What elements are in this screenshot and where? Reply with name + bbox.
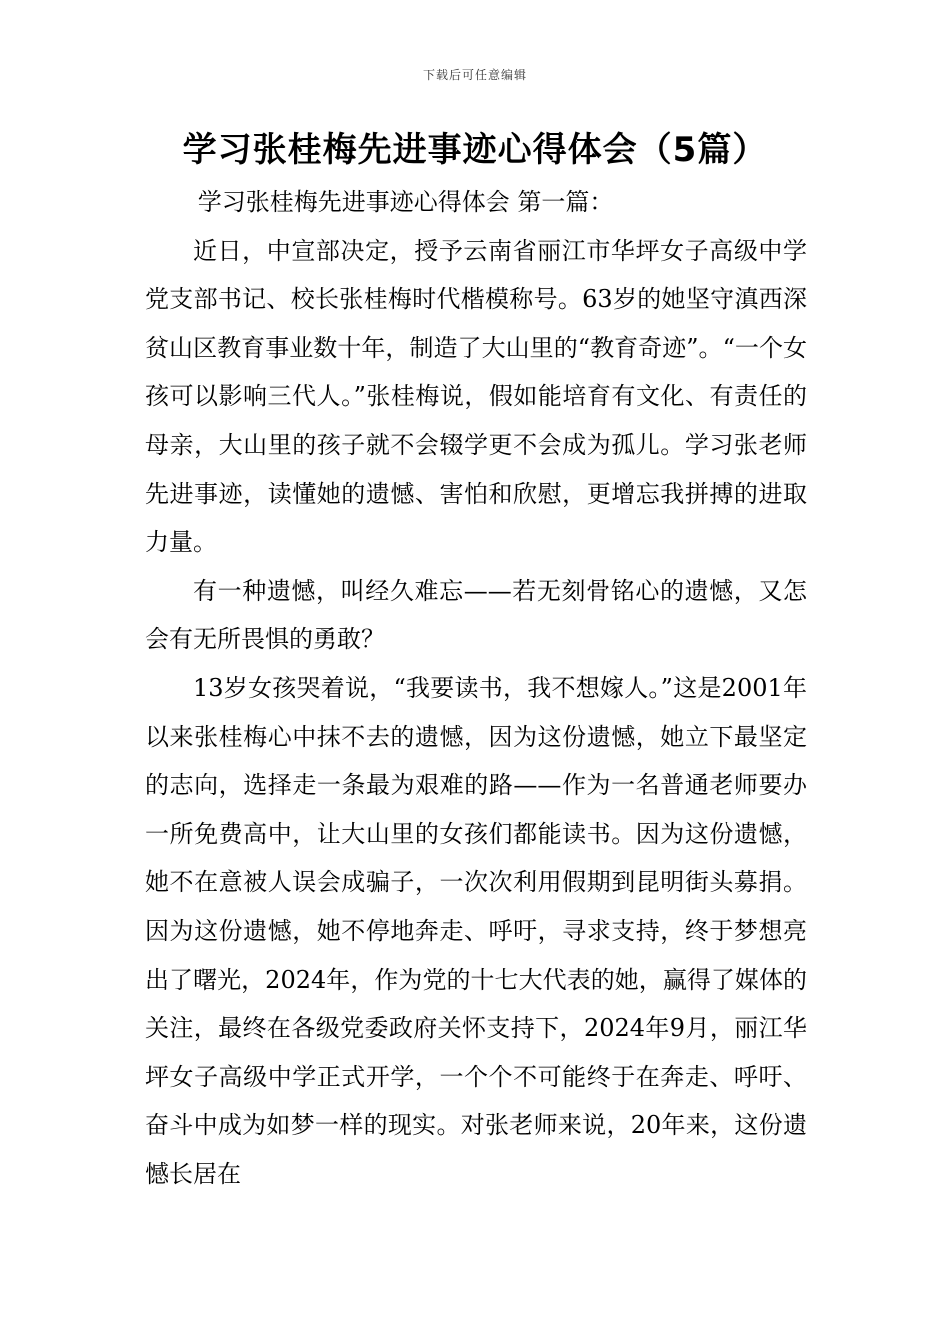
section-heading: 学习张桂梅先进事迹心得体会 第一篇： bbox=[197, 188, 614, 216]
paragraph: 13岁女孩哭着说，“我要读书，我不想嫁人。”这是2001年以来张桂梅心中抹不去的遗憾，因为这份遗憾，她立下最坚定的志向，选择走一条最为艰难的路——作为一名普通老师要办一所免费高中，让大山里的女孩们都能读书。因为这份遗憾，她不在意被人误会成骗子，一次次利用假期到昆明街头募捐。因为这份遗憾，她不停地奔走、呼吁，寻求支持，终于梦想亮出了曙光，2024年，作为党的十七大代表的她，赢得了媒体的关注，最终在各级党委政府关怀支持下，2024年9月，丽江华坪女子高级中学正式开学，一个个不可能终于在奔走、呼吁、奋斗中成为如梦一样的现实。对张老师来说，20年来，这份遗憾长居在 bbox=[145, 673, 807, 1188]
paragraph: 近日，中宣部决定，授予云南省丽江市华坪女子高级中学党支部书记、校长张桂梅时代楷模称号。63岁的她坚守滇西深贫山区教育事业数十年，制造了大山里的“教育奇迹”。“一个女孩可以影响三代人。”张桂梅说，假如能培育有文化、有责任的母亲，大山里的孩子就不会辍学更不会成为孤儿。学习张老师先进事迹，读懂她的遗憾、害怕和欣慰，更增忘我拼搏的进取力量。 bbox=[145, 236, 807, 557]
document-title: 学习张桂梅先进事迹心得体会（5篇） bbox=[182, 130, 768, 170]
page-header: 下载后可任意编辑 bbox=[422, 68, 527, 82]
document-body bbox=[145, 178, 807, 1198]
paragraph: 有一种遗憾，叫经久难忘——若无刻骨铭心的遗憾，又怎会有无所畏惧的勇敢？ bbox=[145, 576, 807, 654]
